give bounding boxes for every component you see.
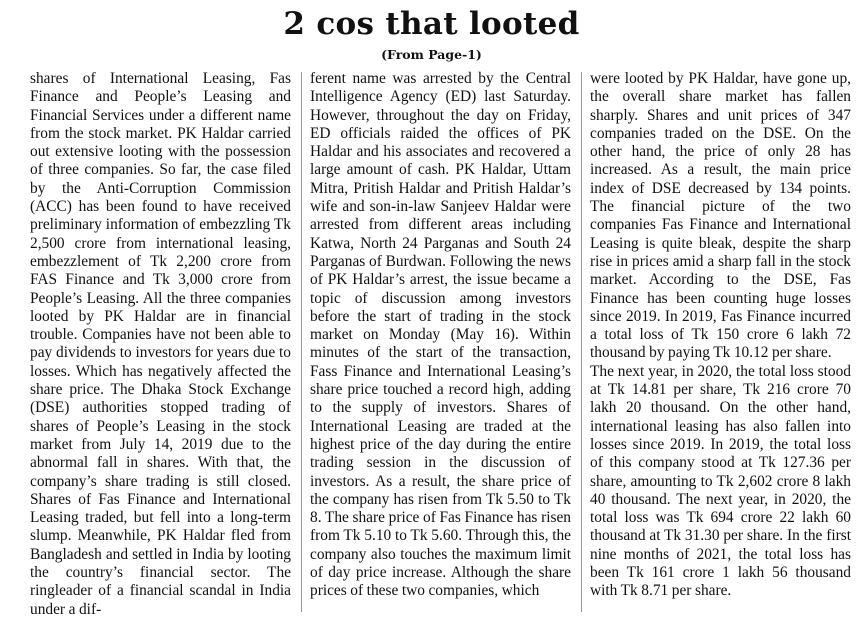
continuation-label: (From Page-1) <box>381 47 482 62</box>
column-3-paragraph-1: were looted by PK Haldar, have gone up, the overall share market has fallen sharply. Shares and unit prices of 347 companies traded on the DSE. On the other hand, the price of only 28 has increased. As a result, the main price index of DSE decreased by 134 points. The financial picture of the two companies Fas Finance and International Leasing is quite bleak, despite the sharp rise in prices amid a sharp fall in the stock market. According to the DSE, Fas Finance has been counting huge losses since 2019. In 2019, Fas Finance incurred a total loss of Tk 150 crore 6 lakh 72 thousand by paying Tk 10.12 per share. <box>590 70 851 362</box>
article-column-2 <box>310 70 571 620</box>
column-divider <box>581 72 582 612</box>
column-1-text: shares of International Leasing, Fas Finance and People’s Leasing and Financial Services under a different name from the stock market. PK Haldar carried out extensive looting with the possession of three companies. So far, the case filed by the Anti-Corruption Commission (ACC) has been found to have received preliminary information of embezzling Tk 2,500 crore from international leasing, embezzlement of Tk 2,200 crore from FAS Finance and Tk 3,000 crore from People’s Leasing. All the three companies looted by PK Haldar are in financial trouble. Companies have not been able to pay dividends to investors for years due to losses. Which has negatively affected the share price. The Dhaka Stock Exchange (DSE) authorities stopped trading of shares of People’s Leasing in the stock market from July 14, 2019 due to the abnormal fall in shares. With that, the company’s share trading is still closed. Shares of Fas Finance and International Leasing traded, but fell into a long-term slump. Meanwhile, PK Haldar fled from Bangladesh and settled in India by looting the country’s financial sector. The ringleader of a financial scandal in India under a dif- <box>30 70 291 618</box>
article-column-1 <box>30 70 291 620</box>
article-headline: 2 cos that looted <box>283 6 580 42</box>
article-column-3 <box>590 70 851 620</box>
column-divider <box>301 72 302 612</box>
column-2-text: ferent name was arrested by the Central Intelligence Agency (ED) last Saturday. However, throughout the day on Friday, ED officials raided the offices of PK Haldar and his associates and recovered a large amount of cash. PK Haldar, Uttam Mitra, Pritish Haldar and Pritish Haldar’s wife and son-in-law Sanjeev Haldar were arrested from different areas including Katwa, North 24 Parganas and South 24 Parganas of Burdwan. Following the news of PK Haldar’s arrest, the issue became a topic of discussion among investors before the start of trading in the stock market on Monday (May 16). Within minutes of the start of the transaction, Fass Finance and International Leasing’s share price touched a record high, adding to the supply of investors. Shares of International Leasing are traded at the highest price of the day during the entire trading session in the discussion of investors. As a result, the share price of the company has risen from Tk 5.50 to Tk 8. The share price of Fas Finance has risen from Tk 5.10 to Tk 5.60. Through this, the company also touches the maximum limit of day price increase. Although the share prices of these two companies, which <box>310 70 571 600</box>
column-3-paragraph-2: The next year, in 2020, the total loss stood at Tk 14.81 per share, Tk 216 crore 70 lakh 20 thousand. On the other hand, international leasing has also fallen into losses since 2019. In 2019, the total loss of this company stood at Tk 127.36 per share, amounting to Tk 2,602 crore 8 lakh 40 thousand. The next year, in 2020, the total loss was Tk 694 crore 22 lakh 60 thousand at Tk 31.30 per share. In the first nine months of 2021, the total loss has been Tk 161 crore 1 lakh 56 thousand with Tk 8.71 per share. <box>590 362 851 600</box>
